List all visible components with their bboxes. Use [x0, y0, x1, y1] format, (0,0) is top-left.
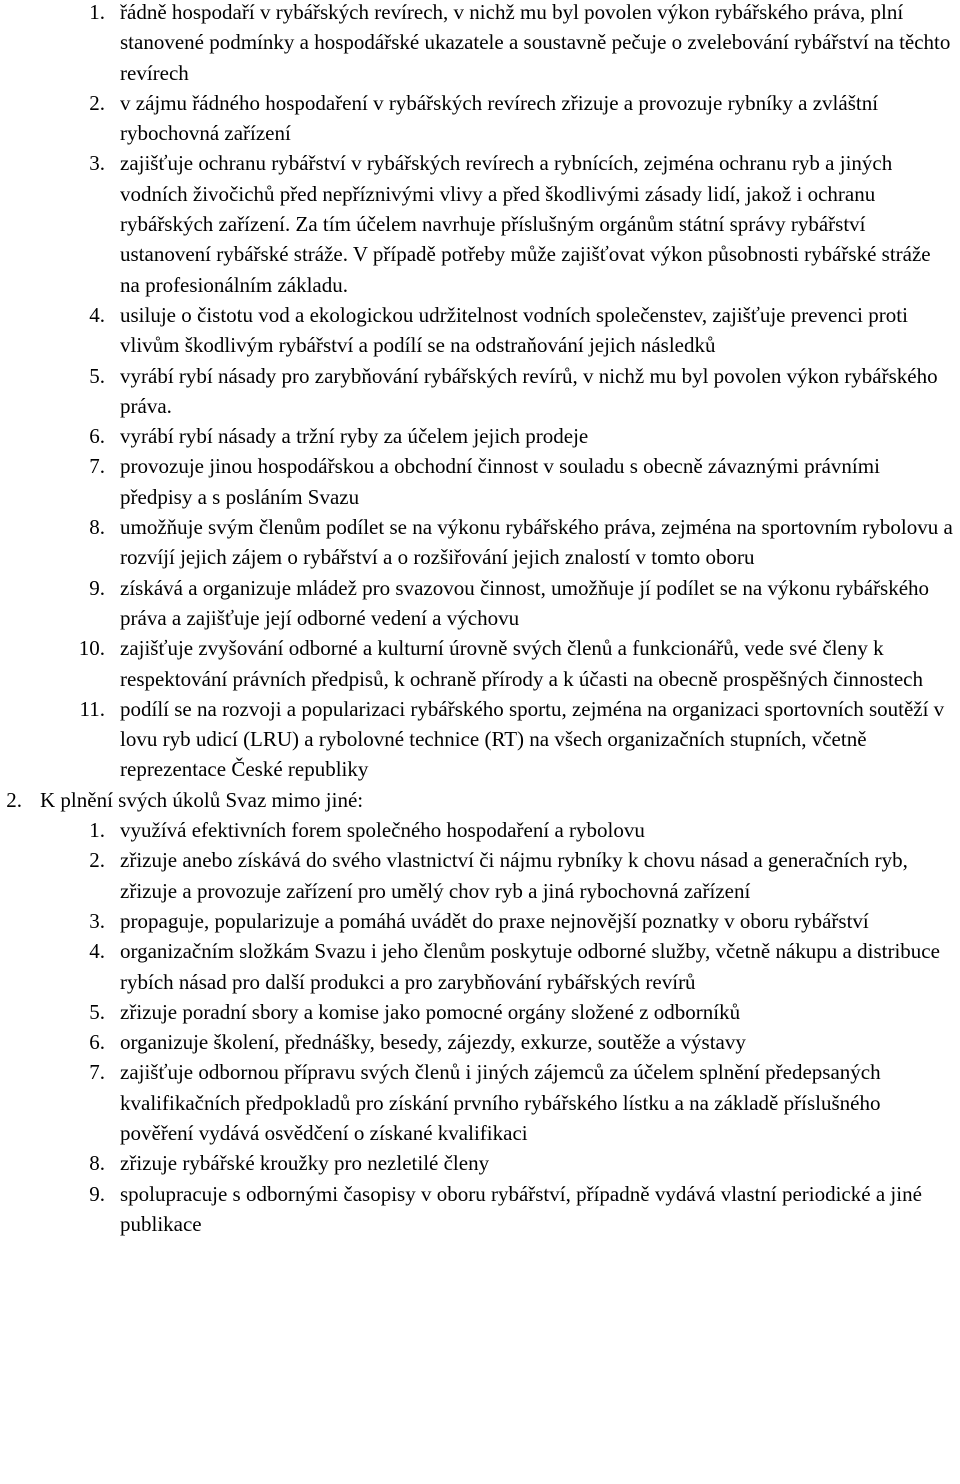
list-item [0, 1057, 960, 1148]
list-item [0, 512, 960, 573]
list-item [0, 1027, 960, 1057]
list-item [0, 694, 960, 785]
list-item-text: zajišťuje zvyšování odborné a kulturní úrovně svých členů a funkcionářů, vede své členy k respektování právních předpisů, k ochraně přírody a k účasti na obecně prospěšných činnostech [120, 636, 923, 691]
list-item-text: zajišťuje odbornou přípravu svých členů i jiných zájemců za účelem splnění předepsaných kvalifikačních předpokladů pro získání prvního rybářského lístku a na základě příslušného pověření vydává osvědčení o získané kvalifikaci [120, 1060, 881, 1145]
list-item-text: spolupracuje s odbornými časopisy v oboru rybářství, případně vydává vlastní periodické a jiné publikace [120, 1181, 922, 1236]
list-item [0, 936, 960, 997]
list-item-text: využívá efektivních forem společného hospodaření a rybolovu [120, 818, 645, 843]
list-item [0, 845, 960, 906]
list-item [0, 421, 960, 451]
list-item-text: vyrábí rybí násady pro zarybňování rybářských revírů, v nichž mu byl povolen výkon rybářského práva. [120, 363, 938, 418]
list-item-number: 7. [89, 454, 105, 479]
list-item-number: 2. [89, 90, 105, 115]
list-item [0, 633, 960, 694]
list-item-number: 8. [89, 1151, 105, 1176]
list-item-text: zřizuje rybářské kroužky pro nezletilé členy [120, 1151, 490, 1176]
list-item [0, 0, 960, 88]
list-item-number: 2. [89, 848, 105, 873]
list-item-text: propaguje, popularizuje a pomáhá uvádět do praxe nejnovější poznatky v oboru rybářství [120, 908, 869, 933]
list-item [0, 997, 960, 1027]
list-item [0, 815, 960, 845]
list-item [0, 451, 960, 512]
list-item-text: organizuje školení, přednášky, besedy, zájezdy, exkurze, soutěže a výstavy [120, 1030, 746, 1055]
list-item [0, 88, 960, 149]
list-item-text: provozuje jinou hospodářskou a obchodní činnost v souladu s obecně závaznými právními předpisy a s posláním Svazu [120, 454, 880, 509]
section-heading [0, 785, 960, 815]
list-item-text: usiluje o čistotu vod a ekologickou udržitelnost vodních společenstev, zajišťuje prevenci proti vlivům škodlivým rybářství a podílí se na odstraňování jejich následků [120, 302, 908, 358]
list-item-number: 1. [89, 0, 105, 24]
list-item-text: získává a organizuje mládež pro svazovou činnost, umožňuje jí podílet se na výkonu rybářského práva a zajišťuje její odborné vedení a výchovu [120, 575, 930, 630]
list-item-number: 9. [89, 1181, 105, 1206]
list-item-number: 1. [89, 818, 105, 843]
list-item-text: vyrábí rybí násady a tržní ryby za účelem jejich prodeje [120, 424, 589, 449]
list-item [0, 300, 960, 361]
list-item-text: zřizuje poradní sbory a komise jako pomocné orgány složené z odborníků [120, 999, 741, 1024]
list-item-number: 4. [89, 939, 105, 964]
section-title: K plnění svých úkolů Svaz mimo jiné: [40, 787, 364, 812]
list-item-number: 10. [78, 636, 105, 661]
list-item-number: 5. [89, 999, 105, 1024]
list-item-number: 5. [89, 363, 105, 388]
activity-list-2 [0, 815, 960, 1239]
list-item [0, 573, 960, 634]
list-item [0, 1179, 960, 1240]
list-item-number: 11. [79, 696, 105, 721]
list-item-text: organizačním složkám Svazu i jeho členům poskytuje odborné služby, včetně nákupu a distribuce rybích násad pro další produkci a pro zarybňování rybářských revírů [120, 939, 940, 994]
list-item-text: podílí se na rozvoji a popularizaci rybářského sportu, zejména na organizaci sportovních soutěží v lovu ryb udicí (LRU) a rybolovné technice (RT) na všech organizačních stupních, včetně reprezentace České republiky [120, 696, 945, 782]
list-item [0, 361, 960, 422]
list-item [0, 1148, 960, 1178]
list-item-number: 6. [89, 1030, 105, 1055]
list-item-number: 3. [89, 151, 105, 176]
list-item-text: řádně hospodaří v rybářských revírech, v nichž mu byl povolen výkon rybářského práva, plní stanovené podmínky a hospodářské ukazatele a soustavně pečuje o zvelebování rybářství na těchto revírech [120, 0, 951, 85]
list-item-number: 9. [89, 575, 105, 600]
list-item-text: zřizuje anebo získává do svého vlastnictví či nájmu rybníky k chovu násad a generačních ryb, zřizuje a provozuje zařízení pro umělý chov ryb a jiná rybochovná zařízení [120, 848, 908, 903]
list-item-text: zajišťuje ochranu rybářství v rybářských revírech a rybnících, zejména ochranu ryb a jiných vodních živočichů před nepříznivými vlivy a před škodlivými zásady lidí, jakož i ochranu rybářských zařízení. Za tím účelem navrhuje příslušným orgánům státní správy rybářství ustanovení rybářské stráže. V případě potřeby může zajišťovat výkon působnosti rybářské stráže na profesionálním základu. [120, 151, 931, 297]
list-item [0, 906, 960, 936]
list-item-number: 8. [89, 515, 105, 540]
list-item-text: umožňuje svým členům podílet se na výkonu rybářského práva, zejména na sportovním rybolovu a rozvíjí jejich zájem o rybářství a o rozšiřování jejich znalostí v tomto oboru [120, 515, 953, 570]
list-item [0, 148, 960, 299]
list-item-number: 7. [89, 1060, 105, 1085]
list-item-number: 6. [89, 424, 105, 449]
list-item-text: v zájmu řádného hospodaření v rybářských revírech zřizuje a provozuje rybníky a zvláštní rybochovná zařízení [120, 90, 879, 146]
list-item-number: 3. [89, 908, 105, 933]
section-number: 2. [6, 787, 22, 812]
list-item-number: 4. [89, 302, 105, 327]
